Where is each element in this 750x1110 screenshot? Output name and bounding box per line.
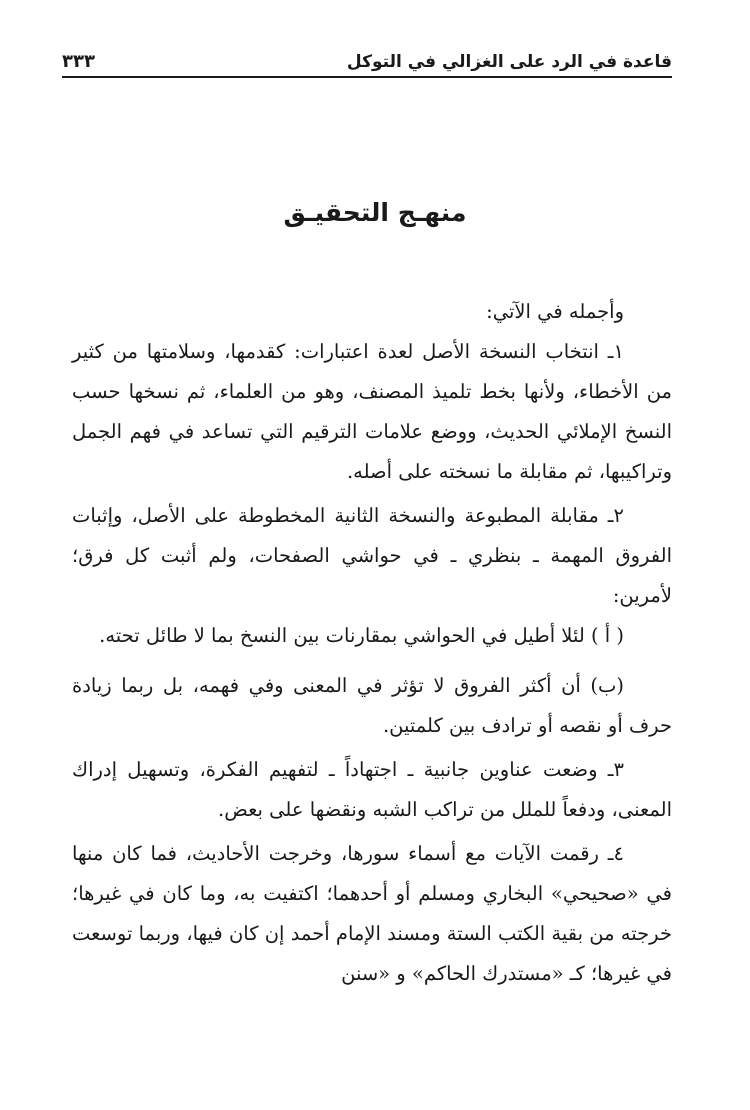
paragraph-item-3: ٣ـ وضعت عناوين جانبية ـ اجتهاداً ـ لتفهيم الفكرة، وتسهيل إدراك المعنى، ودفعاً للملل من تراكب الشبه ونقضها على بعض. (72, 758, 672, 821)
running-header (62, 42, 672, 78)
paragraph-item-4: ٤ـ رقمت الآيات مع أسماء سورها، وخرجت الأحاديث، فما كان منها في «صحيحي» البخاري ومسلم أو أحدهما؛ اكتفيت به، وما كان في غيرها؛ خرجته من بقية الكتب الستة ومسند الإمام أحمد إن كان فيها، وربما توسعت في غيرها؛ كـ «مستدرك الحاكم» و «سنن (72, 842, 672, 985)
running-title: قاعدة في الرد على الغزالي في التوكل (346, 52, 672, 72)
paragraph-item-1: ١ـ انتخاب النسخة الأصل لعدة اعتبارات: كقدمها، وسلامتها من كثير من الأخطاء، ولأنها بخط تلميذ المصنف، وهو من العلماء، ثم نسخها حسب النسخ الإملائي الحديث، ووضع علامات الترقيم التي تساعد في فهم الجمل وتراكيبها، ثم مقابلة ما نسخته على أصله. (72, 340, 672, 483)
section-title: منهـج التحقيـق (283, 198, 467, 227)
body-text (72, 292, 672, 994)
intro-line: وأجمله في الآتي: (486, 300, 624, 323)
paragraph-item-2: ٢ـ مقابلة المطبوعة والنسخة الثانية المخطوطة على الأصل، وإثبات الفروق المهمة ـ بنظري ـ في حواشي الصفحات، ولم أثبت كل فرق؛ لأمرين: (72, 504, 672, 607)
paragraph-item-2b: (ب) أن أكثر الفروق لا تؤثر في المعنى وفي فهمه، بل ربما زيادة حرف أو نقصه أو ترادف بين كلمتين. (72, 674, 672, 737)
paragraph-item-2a: ( أ ) لئلا أطيل في الحواشي بمقارنات بين النسخ بما لا طائل تحته. (99, 624, 624, 647)
page-number: ٣٣٣ (62, 51, 95, 72)
